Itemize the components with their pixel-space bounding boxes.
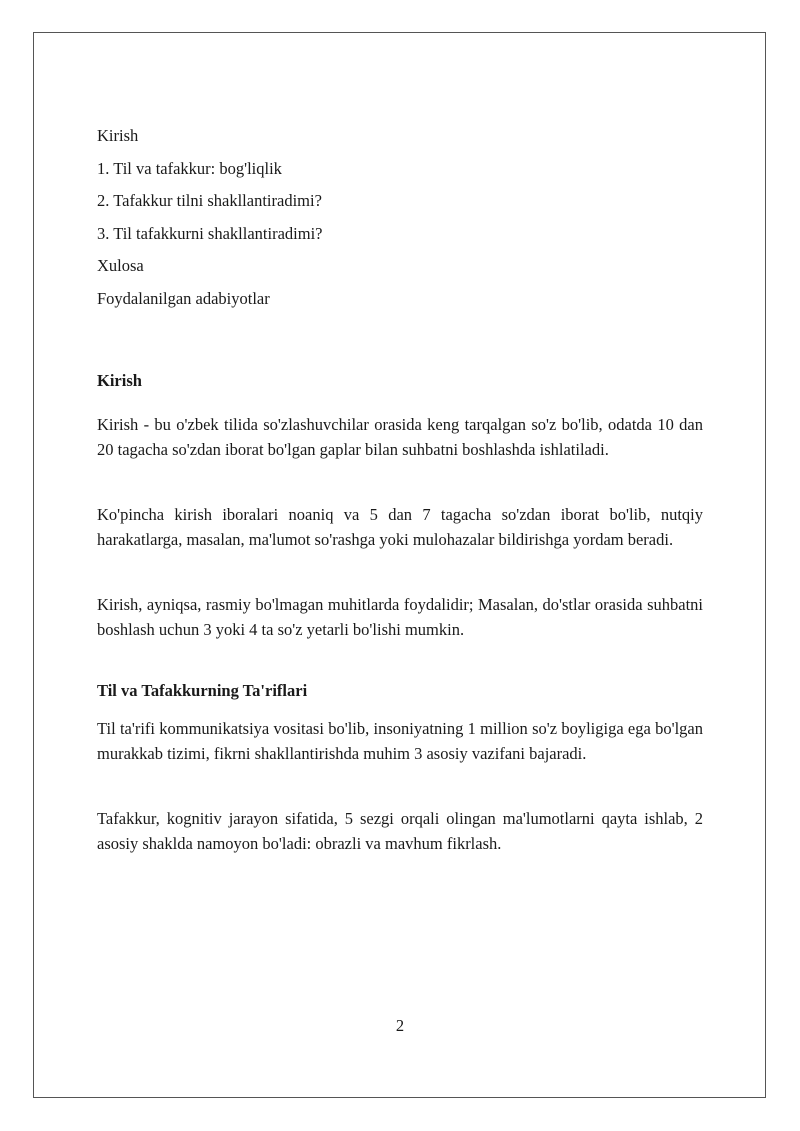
toc-item-chapter-1: 1. Til va tafakkur: bog'liqlik — [97, 158, 282, 178]
paragraph-definitions-1: Til ta'rifi kommunikatsiya vositasi bo'lib, insoniyatning 1 million so'z boyligiga ega bo'lgan murakkab tizimi, fikrni shakllantirishda muhim 3 asosiy vazifani bajaradi. — [97, 718, 703, 763]
page-number: 2 — [395, 1016, 405, 1035]
paragraph-intro-1: Kirish - bu o'zbek tilida so'zlashuvchilar orasida keng tarqalgan so'z bo'lib, odatda 10 dan 20 tagacha so'zdan iborat bo'lgan gaplar bilan suhbatni boshlashda ishlatiladi. — [97, 414, 703, 459]
table-of-contents — [97, 126, 703, 309]
section-heading-definitions: Til va Tafakkurning Ta'riflari — [97, 680, 308, 700]
section-heading-introduction: Kirish — [97, 370, 142, 390]
toc-item-conclusion: Xulosa — [97, 256, 144, 275]
paragraph-definitions-2: Tafakkur, kognitiv jarayon sifatida, 5 sezgi orqali olingan ma'lumotlarni qayta ishlab, 2 asosiy shaklda namoyon bo'ladi: obrazli va mavhum fikrlash. — [97, 808, 703, 853]
toc-item-introduction: Kirish — [97, 126, 139, 145]
toc-item-chapter-3: 3. Til tafakkurni shakllantiradimi? — [97, 223, 323, 243]
paragraph-intro-3: Kirish, ayniqsa, rasmiy bo'lmagan muhitlarda foydalidir; Masalan, do'stlar orasida suhbatni boshlash uchun 3 yoki 4 ta so'z yetarli bo'lishi mumkin. — [97, 594, 703, 639]
document-body — [97, 126, 703, 856]
toc-item-chapter-2: 2. Tafakkur tilni shakllantiradimi? — [97, 191, 322, 210]
paragraph-intro-2: Ko'pincha kirish iboralari noaniq va 5 dan 7 tagacha so'zdan iborat bo'lib, nutqiy harakatlarga, masalan, ma'lumot so'rashga yoki mulohazalar bildirishga yordam beradi. — [97, 504, 703, 549]
toc-item-references: Foydalanilgan adabiyotlar — [97, 288, 270, 308]
